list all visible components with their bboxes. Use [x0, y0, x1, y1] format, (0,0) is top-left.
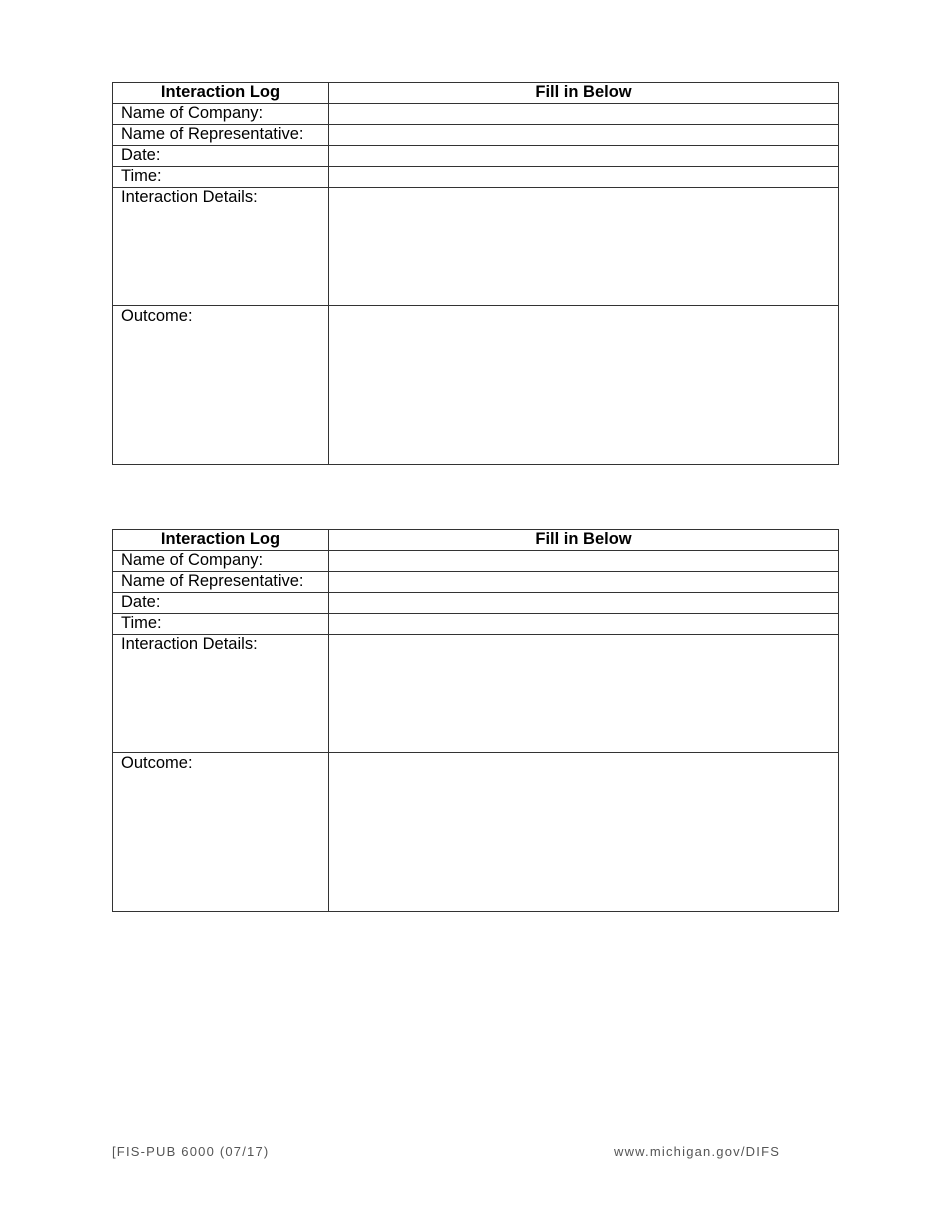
- date-label: Date:: [113, 146, 329, 167]
- representative-label: Name of Representative:: [113, 572, 329, 593]
- table-row: [113, 188, 839, 306]
- table-row: [113, 614, 839, 635]
- table-row: [113, 551, 839, 572]
- table-row: [113, 306, 839, 465]
- header-fill-in-below: Fill in Below: [329, 530, 839, 551]
- table-row: [113, 167, 839, 188]
- details-label: Interaction Details:: [113, 188, 329, 306]
- representative-label: Name of Representative:: [113, 125, 329, 146]
- time-field[interactable]: [329, 167, 839, 188]
- table-row: [113, 753, 839, 912]
- header-interaction-log: Interaction Log: [113, 83, 329, 104]
- company-label: Name of Company:: [113, 551, 329, 572]
- date-label: Date:: [113, 593, 329, 614]
- company-field[interactable]: [329, 551, 839, 572]
- date-field[interactable]: [329, 593, 839, 614]
- website-url: www.michigan.gov/DIFS: [614, 1144, 781, 1159]
- details-field[interactable]: [329, 188, 839, 306]
- company-label: Name of Company:: [113, 104, 329, 125]
- table-row: [113, 635, 839, 753]
- table-header-row: [113, 530, 839, 551]
- time-label: Time:: [113, 167, 329, 188]
- time-label: Time:: [113, 614, 329, 635]
- details-field[interactable]: [329, 635, 839, 753]
- company-field[interactable]: [329, 104, 839, 125]
- outcome-field[interactable]: [329, 306, 839, 465]
- representative-field[interactable]: [329, 572, 839, 593]
- table-header-row: [113, 83, 839, 104]
- date-field[interactable]: [329, 146, 839, 167]
- time-field[interactable]: [329, 614, 839, 635]
- header-fill-in-below: Fill in Below: [329, 83, 839, 104]
- table-row: [113, 593, 839, 614]
- table-row: [113, 572, 839, 593]
- table-row: [113, 104, 839, 125]
- outcome-field[interactable]: [329, 753, 839, 912]
- interaction-log-table-1: [112, 82, 839, 465]
- table-row: [113, 146, 839, 167]
- table-row: [113, 125, 839, 146]
- publication-code: [FIS-PUB 6000 (07/17): [112, 1144, 270, 1159]
- outcome-label: Outcome:: [113, 753, 329, 912]
- interaction-log-table-2: [112, 529, 839, 912]
- outcome-label: Outcome:: [113, 306, 329, 465]
- representative-field[interactable]: [329, 125, 839, 146]
- header-interaction-log: Interaction Log: [113, 530, 329, 551]
- details-label: Interaction Details:: [113, 635, 329, 753]
